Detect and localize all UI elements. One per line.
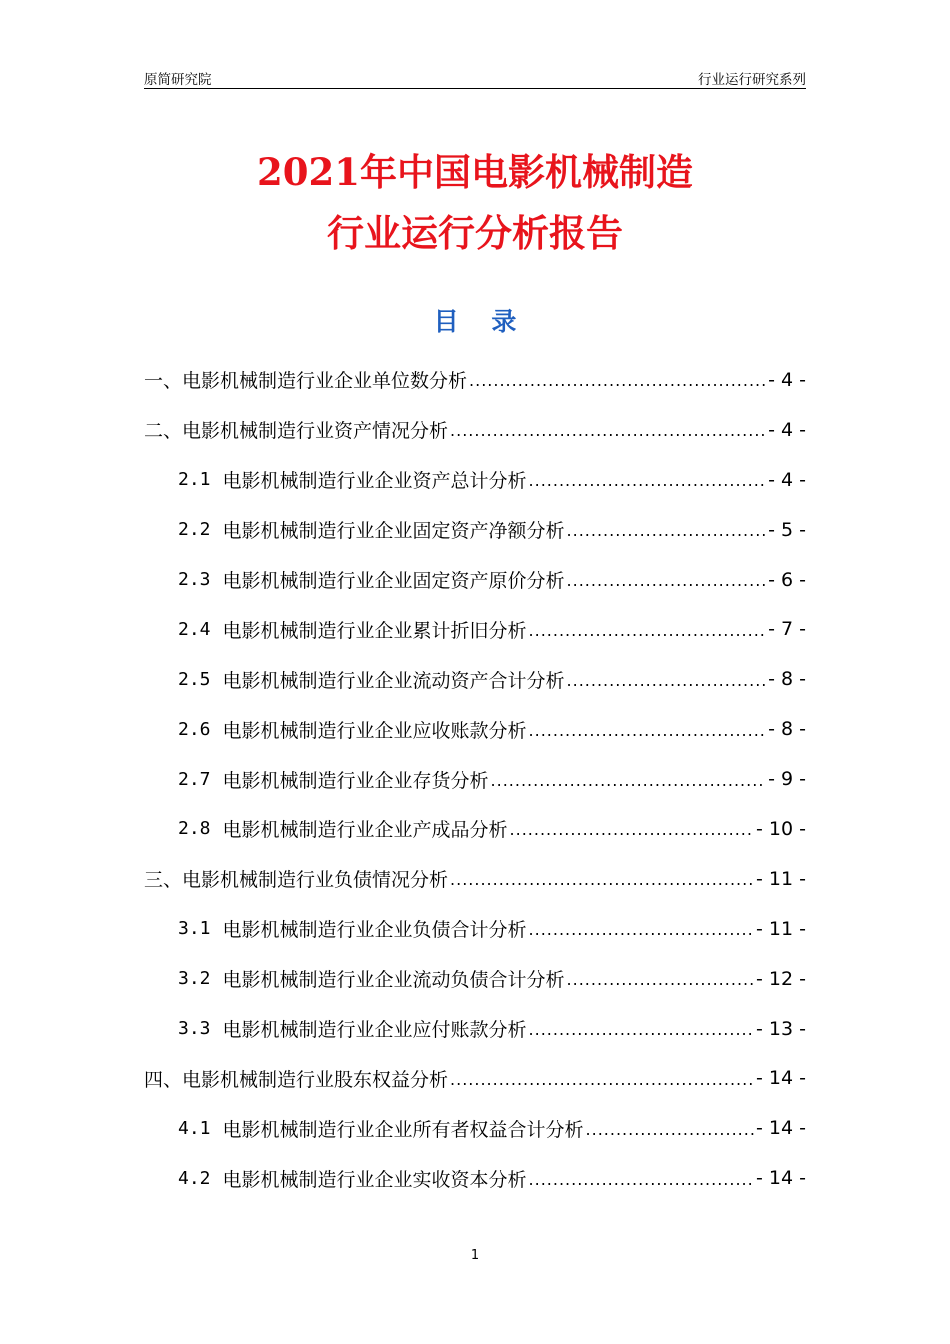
toc-entry[interactable] [144, 455, 806, 505]
toc-entry[interactable] [144, 854, 806, 904]
table-of-contents [144, 355, 806, 1203]
toc-entry-number: 2.5 [178, 668, 211, 690]
toc-entry-page: - 10 - [756, 817, 806, 840]
toc-entry[interactable] [144, 555, 806, 605]
toc-entry-label: 电影机械制造行业企业存货分析 [222, 769, 489, 792]
toc-entry-page: - 4 - [768, 368, 806, 391]
toc-entry-number: 2.3 [178, 569, 211, 590]
toc-entry[interactable] [144, 604, 806, 654]
page-number: 1 [470, 1248, 480, 1263]
toc-entry[interactable] [144, 355, 806, 405]
toc-entry-number: 3.3 [178, 1018, 211, 1040]
toc-leader [450, 421, 766, 440]
toc-entry[interactable] [144, 1103, 806, 1153]
toc-entry-label: 电影机械制造行业企业累计折旧分析 [222, 619, 527, 642]
toc-entry-label: 电影机械制造行业企业应付账款分析 [222, 1019, 527, 1042]
toc-entry-label: 电影机械制造行业企业实收资本分析 [222, 1168, 527, 1191]
toc-heading: 目 录 [433, 307, 529, 336]
toc-entry-number: 2.1 [178, 469, 211, 491]
toc-entry-page: - 8 - [768, 718, 806, 741]
toc-entry-number: 2.4 [178, 618, 211, 640]
toc-entry-page: - 4 - [768, 418, 806, 441]
toc-entry[interactable] [144, 904, 806, 954]
toc-entry[interactable] [144, 654, 806, 704]
toc-entry-page: - 13 - [756, 1017, 806, 1040]
toc-entry-number: 4.1 [178, 1117, 211, 1139]
header-publisher: 原简研究院 [144, 72, 212, 88]
toc-leader [529, 471, 767, 490]
toc-leader [567, 521, 767, 540]
toc-entry[interactable] [144, 405, 806, 455]
toc-entry-label: 电影机械制造行业企业固定资产净额分析 [222, 520, 565, 543]
page-header [144, 66, 806, 89]
toc-entry-label: 电影机械制造行业企业流动负债合计分析 [222, 969, 565, 992]
toc-leader [529, 1020, 755, 1039]
toc-leader [510, 820, 755, 839]
toc-entry-number: 3.2 [178, 968, 211, 990]
toc-entry[interactable] [144, 1004, 806, 1054]
toc-entry-label: 电影机械制造行业企业所有者权益合计分析 [222, 1118, 584, 1141]
toc-entry-number: 4.2 [178, 1167, 211, 1189]
report-title-line-2: 行业运行分析报告 [327, 211, 623, 255]
toc-entry-number: 2.2 [178, 519, 211, 541]
report-title-line-1: 2021年中国电影机械制造 [257, 150, 693, 194]
toc-entry[interactable] [144, 954, 806, 1004]
toc-entry-page: - 14 - [756, 1117, 806, 1140]
toc-entry-page: - 9 - [768, 768, 806, 791]
toc-entry-page: - 14 - [756, 1167, 806, 1190]
toc-entry-label: 二、电影机械制造行业资产情况分析 [144, 420, 449, 443]
toc-leader [529, 621, 767, 640]
toc-entry-number: 2.8 [178, 818, 211, 840]
toc-leader [450, 1070, 754, 1089]
toc-entry-number: 3.1 [178, 918, 211, 940]
toc-entry-page: - 6 - [768, 568, 806, 591]
toc-entry-label: 电影机械制造行业企业固定资产原价分析 [222, 570, 565, 592]
toc-leader [529, 920, 755, 939]
toc-entry[interactable] [144, 1153, 806, 1203]
toc-entry-label: 电影机械制造行业企业产成品分析 [222, 819, 508, 842]
toc-entry[interactable] [144, 804, 806, 854]
toc-leader [567, 671, 767, 690]
toc-entry-page: - 5 - [768, 518, 806, 541]
toc-leader [450, 870, 754, 889]
toc-leader [469, 371, 766, 390]
toc-leader [567, 970, 755, 989]
toc-entry-page: - 4 - [768, 468, 806, 491]
toc-entry[interactable] [144, 754, 806, 804]
toc-entry-page: - 12 - [756, 967, 806, 990]
toc-entry-label: 电影机械制造行业企业负债合计分析 [222, 919, 527, 942]
toc-entry-page: - 14 - [756, 1067, 806, 1090]
toc-entry-page: - 11 - [756, 917, 806, 940]
toc-entry-page: - 11 - [756, 867, 806, 890]
toc-entry-label: 电影机械制造行业企业流动资产合计分析 [222, 669, 565, 692]
toc-entry-label: 四、电影机械制造行业股东权益分析 [144, 1068, 449, 1091]
toc-leader [529, 1170, 755, 1189]
toc-entry-page: - 7 - [768, 618, 806, 641]
toc-leader [491, 771, 767, 790]
toc-leader [529, 721, 767, 740]
toc-entry-label: 电影机械制造行业企业资产总计分析 [222, 470, 527, 493]
toc-entry-label: 三、电影机械制造行业负债情况分析 [144, 869, 449, 892]
toc-entry-label: 一、电影机械制造行业企业单位数分析 [144, 370, 468, 393]
toc-entry[interactable] [144, 505, 806, 555]
toc-entry[interactable] [144, 1053, 806, 1103]
toc-leader [586, 1120, 755, 1139]
toc-leader [567, 571, 767, 590]
toc-entry-number: 2.6 [178, 718, 211, 740]
toc-entry-number: 2.7 [178, 768, 211, 790]
toc-entry[interactable] [144, 704, 806, 754]
toc-entry-page: - 8 - [768, 668, 806, 691]
toc-entry-label: 电影机械制造行业企业应收账款分析 [222, 719, 527, 742]
header-series: 行业运行研究系列 [698, 72, 806, 88]
